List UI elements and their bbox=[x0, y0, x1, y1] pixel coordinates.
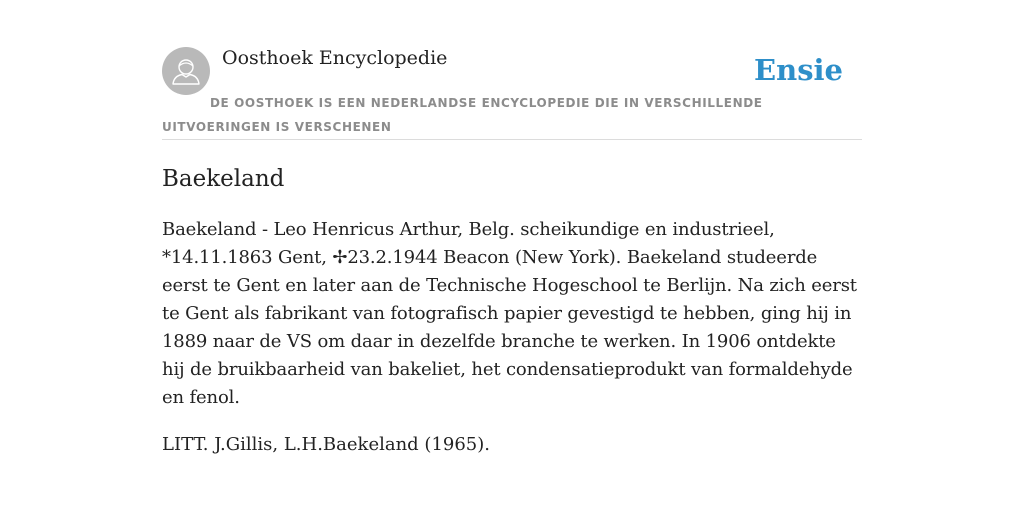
brand-logo[interactable]: Ensie bbox=[754, 53, 843, 87]
source-description: DE OOSTHOEK IS EEN NEDERLANDSE ENCYCLOPEDIE DIE IN VERSCHILLENDE UITVOERINGEN IS VERSCHENEN bbox=[162, 96, 763, 134]
source-name[interactable]: Oosthoek Encyclopedie bbox=[222, 47, 448, 69]
article-literature: LITT. J.Gillis, L.H.Baekeland (1965). bbox=[162, 434, 490, 455]
article-body: Baekeland - Leo Henricus Arthur, Belg. scheikundige en industrieel, *14.11.1863 Gent, ✢23.2.1944 Beacon (New York). Baekeland studeerde eerst te Gent en later aan de Technische Hogeschool te Berlijn. Na zich eerst te Gent als fabrikant van fotografisch papier gevestigd te hebben, ging hij in 1889 naar de VS om daar in dezelfde branche te werken. In 1906 ontdekte hij de bruikbaarheid van bakeliet, het condensatieprodukt van formaldehyde en fenol. bbox=[162, 219, 857, 408]
article-title: Baekeland bbox=[162, 166, 285, 192]
article bbox=[162, 164, 862, 459]
user-silhouette-icon bbox=[162, 47, 210, 95]
source-header bbox=[162, 46, 862, 140]
avatar[interactable] bbox=[162, 47, 210, 95]
